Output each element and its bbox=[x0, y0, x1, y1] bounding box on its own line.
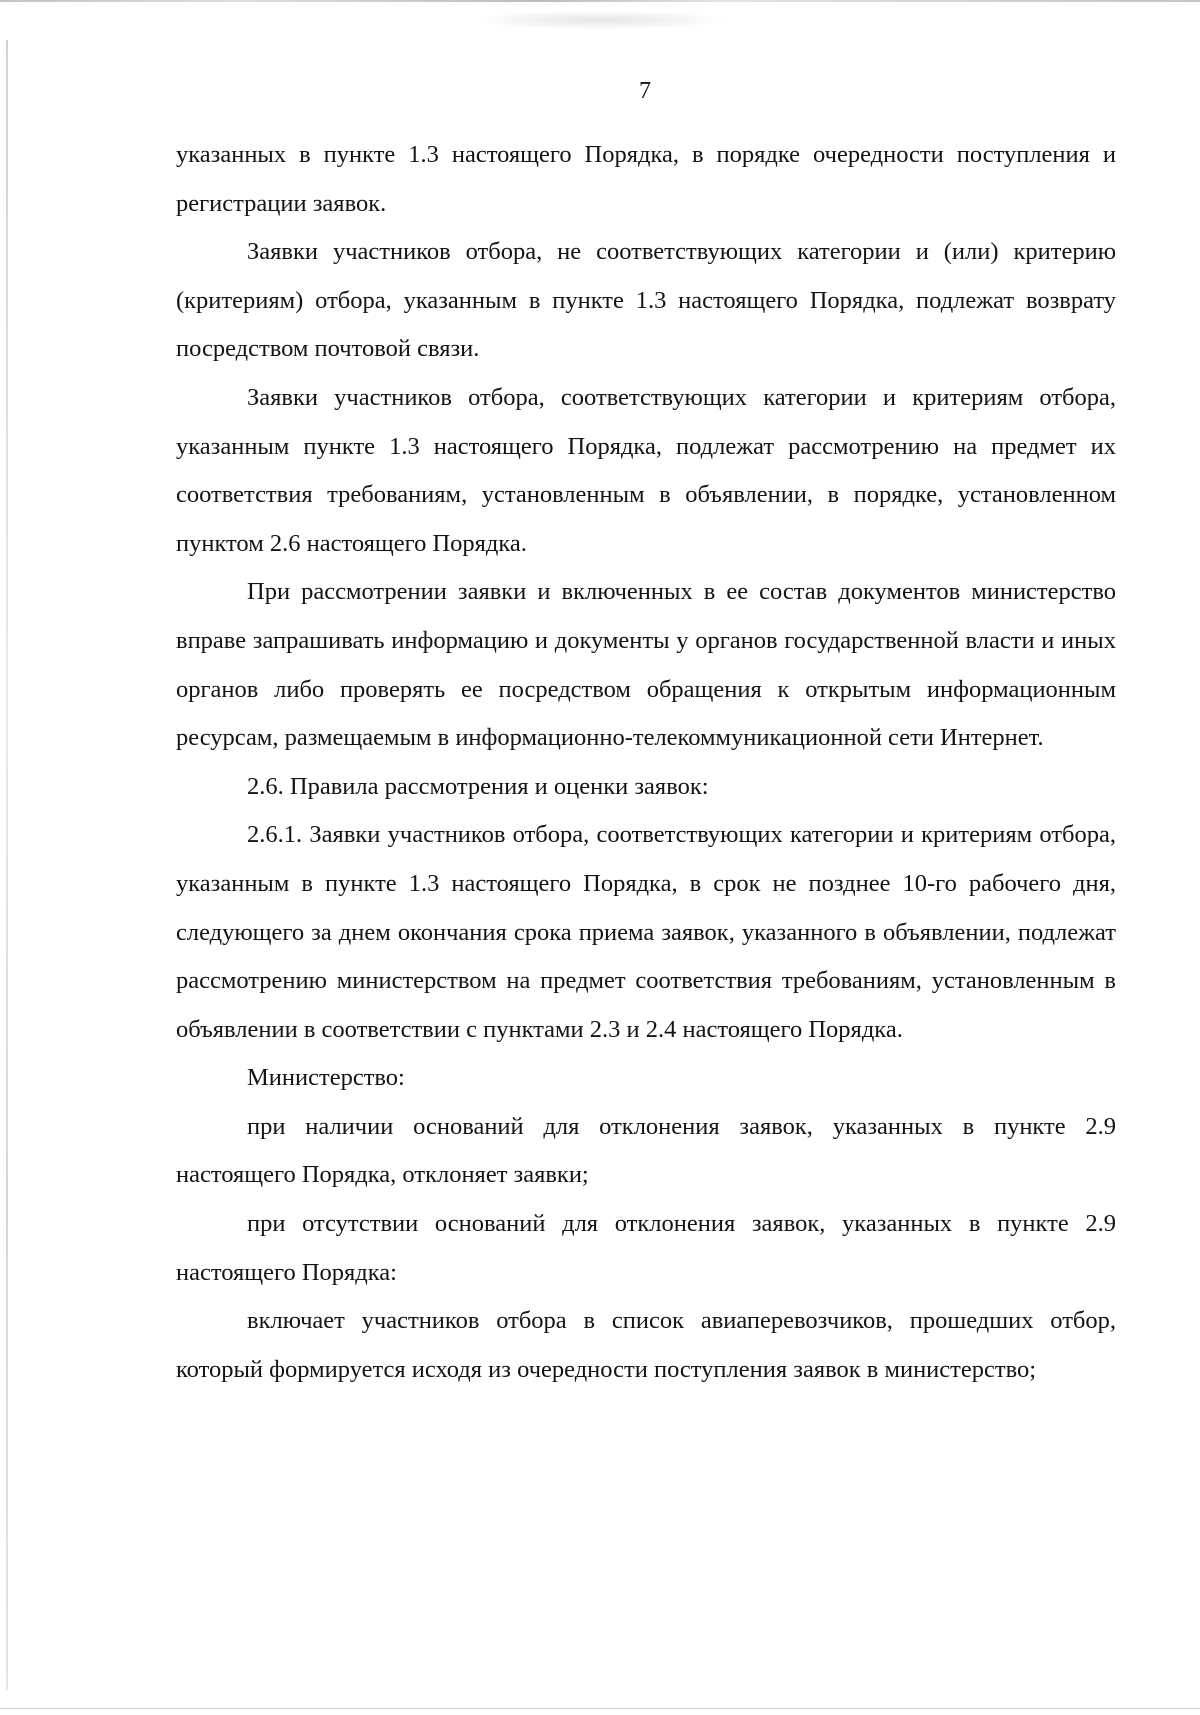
paragraph-continuation: указанных в пункте 1.3 настоящего Порядка, в порядке очередности поступления и регистрации заявок. bbox=[176, 141, 1116, 217]
paragraph: при наличии оснований для отклонения заявок, указанных в пункте 2.9 настоящего Порядка, отклоняет заявки; bbox=[176, 1112, 1116, 1189]
scan-artifact-bottom bbox=[0, 1708, 1200, 1709]
paragraph: Министерство: bbox=[247, 1064, 405, 1092]
page-number: 7 bbox=[639, 78, 651, 104]
paragraph: при отсутствии оснований для отклонения заявок, указанных в пункте 2.9 настоящего Порядка: bbox=[176, 1210, 1116, 1286]
scan-artifact-left bbox=[6, 40, 8, 1690]
paragraph: При рассмотрении заявки и включенных в ее состав документов министерство вправе запрашивать информацию и документы у органов государственной власти и иных органов либо проверять ее посредством обращения к открытым информационным ресурсам, размещаемым в информационно-телекоммуникационной сети Интернет. bbox=[176, 578, 1116, 752]
paragraph: включает участников отбора в список авиаперевозчиков, прошедших отбор, который формируется исходя из очередности поступления заявок в министерство; bbox=[176, 1307, 1116, 1383]
section-heading: 2.6. Правила рассмотрения и оценки заявок: bbox=[247, 772, 709, 800]
paragraph: Заявки участников отбора, не соответствующих категории и (или) критерию (критериям) отбора, указанным в пункте 1.3 настоящего Порядка, подлежат возврату посредством почтовой связи. bbox=[176, 238, 1116, 363]
paragraph: Заявки участников отбора, соответствующих категории и критериям отбора, указанным пункте 1.3 настоящего Порядка, подлежат рассмотрению на предмет их соответствия требованиям, установленным в объявлении, в порядке, установленном пунктом 2.6 настоящего Порядка. bbox=[176, 383, 1116, 557]
scan-artifact-top bbox=[0, 0, 1200, 2]
scan-artifact-smudge bbox=[470, 10, 730, 30]
document-body bbox=[176, 131, 1116, 1394]
paragraph: 2.6.1. Заявки участников отбора, соответствующих категории и критериям отбора, указанным в пункте 1.3 настоящего Порядка, в срок не позднее 10-го рабочего дня, следующего за днем окончания срока приема заявок, указанного в объявлении, подлежат рассмотрению министерством на предмет соответствия требованиям, установленным в объявлении в соответствии с пунктами 2.3 и 2.4 настоящего Порядка. bbox=[176, 821, 1116, 1043]
